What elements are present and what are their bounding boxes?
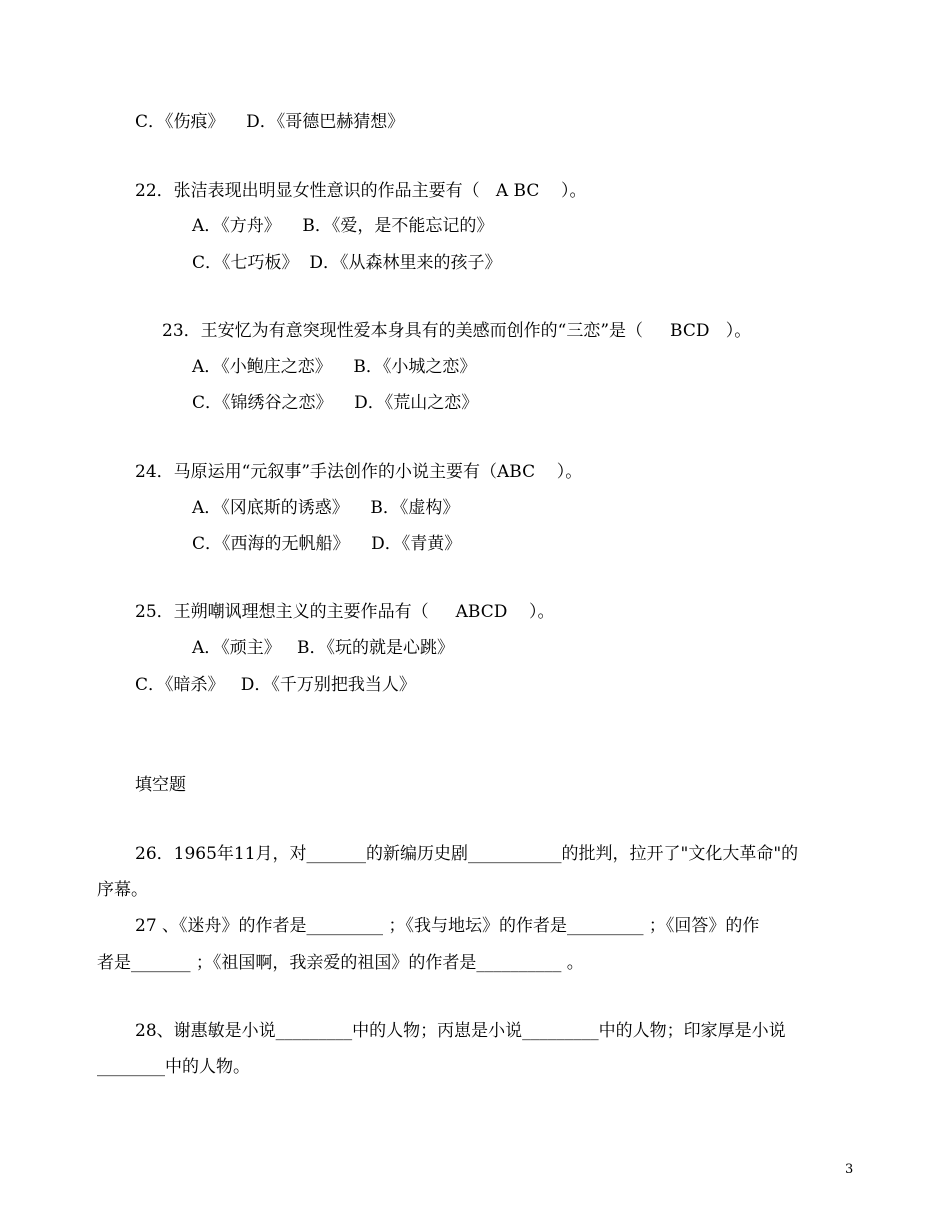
q23-options-ab: A．《小鲍庄之恋》 B．《小城之恋》 <box>192 357 477 377</box>
q24-options-ab: A．《冈底斯的诱惑》 B．《虚构》 <box>192 498 460 518</box>
q28-line-2: ________中的人物。 <box>97 1057 250 1077</box>
section-heading-fill-in: 填空题 <box>135 775 186 795</box>
q23-options-cd: C．《锦绣谷之恋》 D．《荒山之恋》 <box>192 393 479 413</box>
q22-question: 22．张洁表现出明显女性意识的作品主要有（ A BC ）。 <box>135 181 587 201</box>
q27-line-2: 者是_______ ；《祖国啊，我亲爱的祖国》的作者是__________ 。 <box>97 953 584 973</box>
q23-question: 23．王安忆为有意突现性爱本身具有的美感而创作的“三恋”是（ BCD ）。 <box>162 321 752 341</box>
q22-options-cd: C．《七巧板》 D．《从森林里来的孩子》 <box>192 253 502 273</box>
q27-line-1: 27 、《迷舟》的作者是_________ ；《我与地坛》的作者是_________ ；《回答》的作 <box>135 916 760 936</box>
q22-options-ab: A．《方舟》 B．《爱，是不能忘记的》 <box>192 216 494 236</box>
q25-question: 25．王朔嘲讽理想主义的主要作品有（ ABCD ）。 <box>135 602 555 622</box>
q24-question: 24．马原运用“元叙事”手法创作的小说主要有（ABC ）。 <box>135 462 583 482</box>
q25-options-ab: A．《顽主》 B．《玩的就是心跳》 <box>192 638 454 658</box>
q26-line-1: 26．1965年11月，对_______的新编历史剧___________的批判，拉开了"文化大革命"的 <box>135 844 799 864</box>
q26-line-2: 序幕。 <box>97 880 148 900</box>
q28-line-1: 28、谢惠敏是小说_________中的人物；丙崽是小说_________中的人物；印家厚是小说 <box>135 1021 786 1041</box>
q24-options-cd: C．《西海的无帆船》 D．《青黄》 <box>192 534 462 554</box>
page-number: 3 <box>845 1162 854 1177</box>
q25-options-cd: C．《暗杀》 D．《千万别把我当人》 <box>135 675 416 695</box>
q21-options-cd: C．《伤痕》 D．《哥德巴赫猜想》 <box>135 112 405 132</box>
